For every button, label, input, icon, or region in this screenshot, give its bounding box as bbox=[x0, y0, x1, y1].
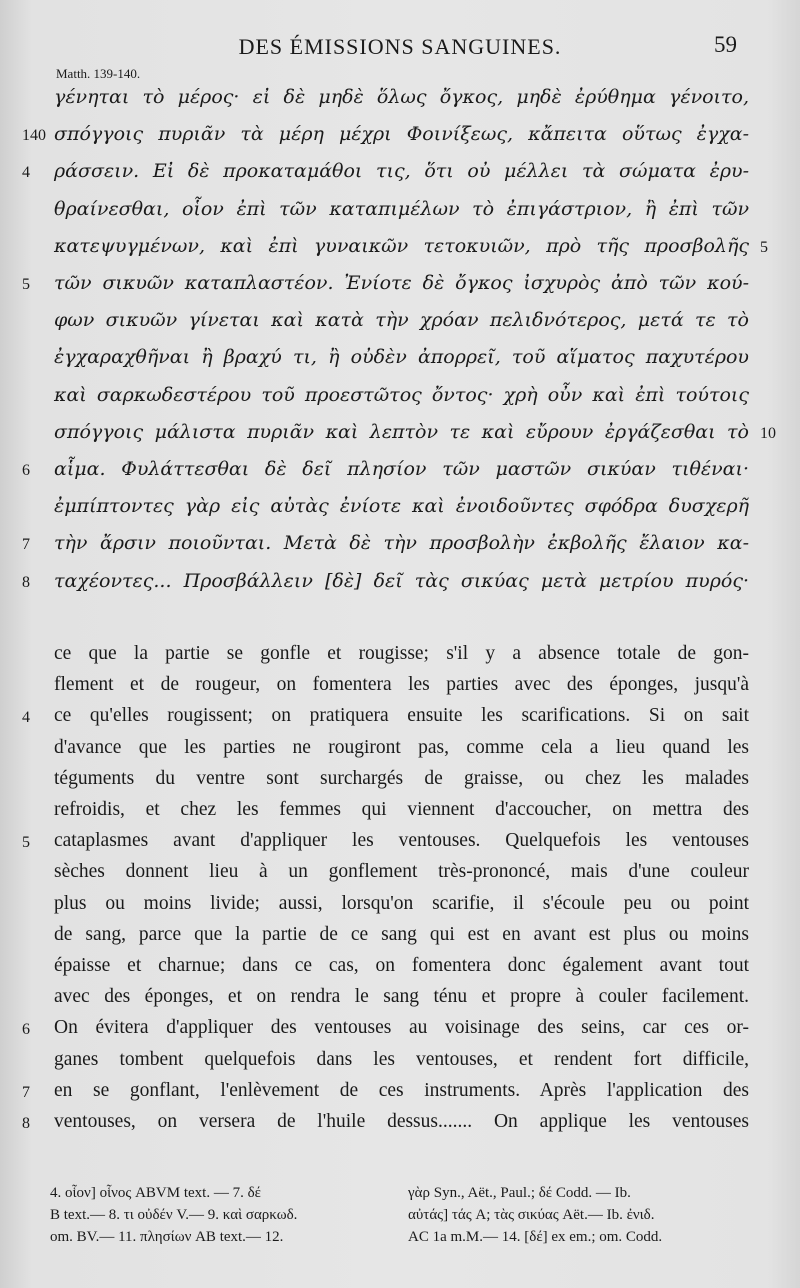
footnote-line: γὰρ Syn., Aët., Paul.; δέ Codd. — Ib. bbox=[408, 1185, 631, 1201]
french-line: On évitera d'appliquer des ventouses au voisinage des seins, car ces or- bbox=[54, 1017, 749, 1039]
greek-line: φων σικυῶν γίνεται καὶ κατὰ τὴν χρόαν πελιδνότερος, μετά τε τὸ bbox=[54, 309, 749, 332]
french-line-number: 4 bbox=[22, 709, 30, 727]
footnote-line: B text.— 8. τι οὐδέν V.— 9. καὶ σαρκωδ. bbox=[50, 1207, 298, 1223]
greek-line-number: 7 bbox=[22, 536, 30, 554]
french-line: épaisse et charnue; dans ce cas, on fomentera donc également avant tout bbox=[54, 955, 749, 976]
greek-line-number: 4 bbox=[22, 164, 30, 182]
greek-line: γένηται τὸ μέρος· εἰ δὲ μηδὲ ὅλως ὄγκος, μηδὲ ἐρύθημα γένοιτο, bbox=[54, 86, 749, 108]
greek-line: σπόγγοις μάλιστα πυριᾶν καὶ λεπτὸν τε καὶ εὔρουν ἐργάζεσθαι τὸ bbox=[54, 420, 749, 443]
greek-line: τῶν σικυῶν καταπλαστέον. Ἐνίοτε δὲ ὄγκος ἰσχυρὸς ἀπὸ τῶν κού- bbox=[54, 272, 749, 294]
french-line: ce qu'elles rougissent; on pratiquera ensuite les scarifications. Si on sait bbox=[54, 705, 749, 727]
french-line: ventouses, on versera de l'huile dessus....... On applique les ventouses bbox=[54, 1111, 749, 1132]
greek-line: ἐμπίπτοντες γὰρ εἰς αὐτὰς ἐνίοτε καὶ ἐνοιδοῦντες σφόδρα δυσχερῆ bbox=[54, 495, 749, 518]
french-line: cataplasmes avant d'appliquer les ventouses. Quelquefois les ventouses bbox=[54, 830, 749, 852]
footnotes-column-left bbox=[50, 1182, 390, 1248]
french-line: ganes tombent quelquefois dans les ventouses, et rendent fort difficile, bbox=[54, 1048, 749, 1070]
french-line: d'avance que les parties ne rougiront pas, comme cela a lieu quand les bbox=[54, 736, 749, 758]
source-reference: Matth. 139-140. bbox=[56, 66, 141, 81]
french-line: plus ou moins livide; aussi, lorsqu'on scarifie, il s'écoule peu ou point bbox=[54, 892, 749, 914]
greek-line: ράσσειν. Εἰ δὲ προκαταμάθοι τις, ὅτι οὐ μέλλει τὰ σώματα ἐρυ- bbox=[54, 160, 749, 183]
french-line: de sang, parce que la partie de ce sang qui est en avant est plus ou moins bbox=[54, 923, 749, 945]
greek-line: ἐγχαραχθῆναι ἢ βραχύ τι, ἢ οὐδὲν ἀπορρεῖ, τοῦ αἵματος παχυτέρου bbox=[54, 346, 749, 369]
greek-line: θραίνεσθαι, οἷον ἐπὶ τῶν καταπιμέλων τὸ ἐπιγάστριον, ἢ ἐπὶ τῶν bbox=[54, 197, 749, 220]
french-line: sèches donnent lieu à un gonflement très-prononcé, mais d'une couleur bbox=[54, 861, 749, 883]
greek-line: σπόγγοις πυριᾶν τὰ μέρη μέχρι Φοινίξεως, κἄπειτα οὕτως ἐγχα- bbox=[54, 123, 749, 146]
greek-line-count: 5 bbox=[760, 238, 768, 256]
french-line: en se gonflant, l'enlèvement de ces instruments. Après l'application des bbox=[54, 1079, 749, 1101]
greek-line: καὶ σαρκωδεστέρου τοῦ προεστῶτος ὄντος· χρὴ οὖν καὶ ἐπὶ τούτοις bbox=[54, 383, 749, 406]
greek-line-number: 5 bbox=[22, 276, 30, 293]
greek-line-number: 8 bbox=[22, 573, 30, 591]
french-line: téguments du ventre sont surchargés de graisse, ou chez les malades bbox=[54, 767, 749, 789]
french-line: avec des éponges, et on rendra le sang ténu et propre à couler facilement. bbox=[54, 986, 749, 1008]
greek-line: αἷμα. Φυλάττεσθαι δὲ δεῖ πλησίον τῶν μαστῶν σικύαν τιθέναι· bbox=[54, 458, 749, 480]
french-line: ce que la partie se gonfle et rougisse; s'il y a absence totale de gon- bbox=[54, 643, 749, 664]
greek-line: κατεψυγμένων, καὶ ἐπὶ γυναικῶν τετοκυιῶν, πρὸ τῆς προσβολῆς bbox=[54, 234, 749, 257]
footnote-line: om. BV.— 11. πλησίων AB text.— 12. bbox=[50, 1229, 284, 1245]
french-line-number: 5 bbox=[22, 834, 30, 852]
greek-line-number: 6 bbox=[22, 462, 30, 479]
french-line: refroidis, et chez les femmes qui viennent d'accoucher, on mettra des bbox=[54, 799, 749, 820]
greek-line-number: 140 bbox=[22, 127, 46, 145]
french-line-number: 7 bbox=[22, 1083, 30, 1101]
french-line: flement et de rougeur, on fomentera les parties avec des éponges, jusqu'à bbox=[54, 674, 749, 696]
footnotes-column-right bbox=[408, 1182, 768, 1248]
running-header-title: DES ÉMISSIONS SANGUINES. bbox=[238, 34, 562, 59]
page-number: 59 bbox=[714, 32, 737, 57]
greek-line: ταχέοντες... Προσβάλλειν [δὲ] δεῖ τὰς σικύας μετὰ μετρίου πυρός· bbox=[54, 569, 749, 592]
footnote-line: AC 1a m.M.— 14. [δέ] ex em.; om. Codd. bbox=[408, 1229, 663, 1245]
french-line-number: 8 bbox=[22, 1115, 30, 1132]
greek-line: τὴν ἄρσιν ποιοῦνται. Μετὰ δὲ τὴν προσβολὴν ἐκβολῆς ἔλαιον κα- bbox=[54, 532, 749, 555]
greek-line-count: 10 bbox=[760, 424, 776, 442]
french-line-number: 6 bbox=[22, 1021, 30, 1039]
footnote-line: 4. οἷον] οἷνος ABVM text. — 7. δέ bbox=[50, 1185, 261, 1201]
footnote-line: αὐτάς] τάς A; τὰς σικύας Aët.— Ib. ἐνιδ. bbox=[408, 1207, 655, 1223]
